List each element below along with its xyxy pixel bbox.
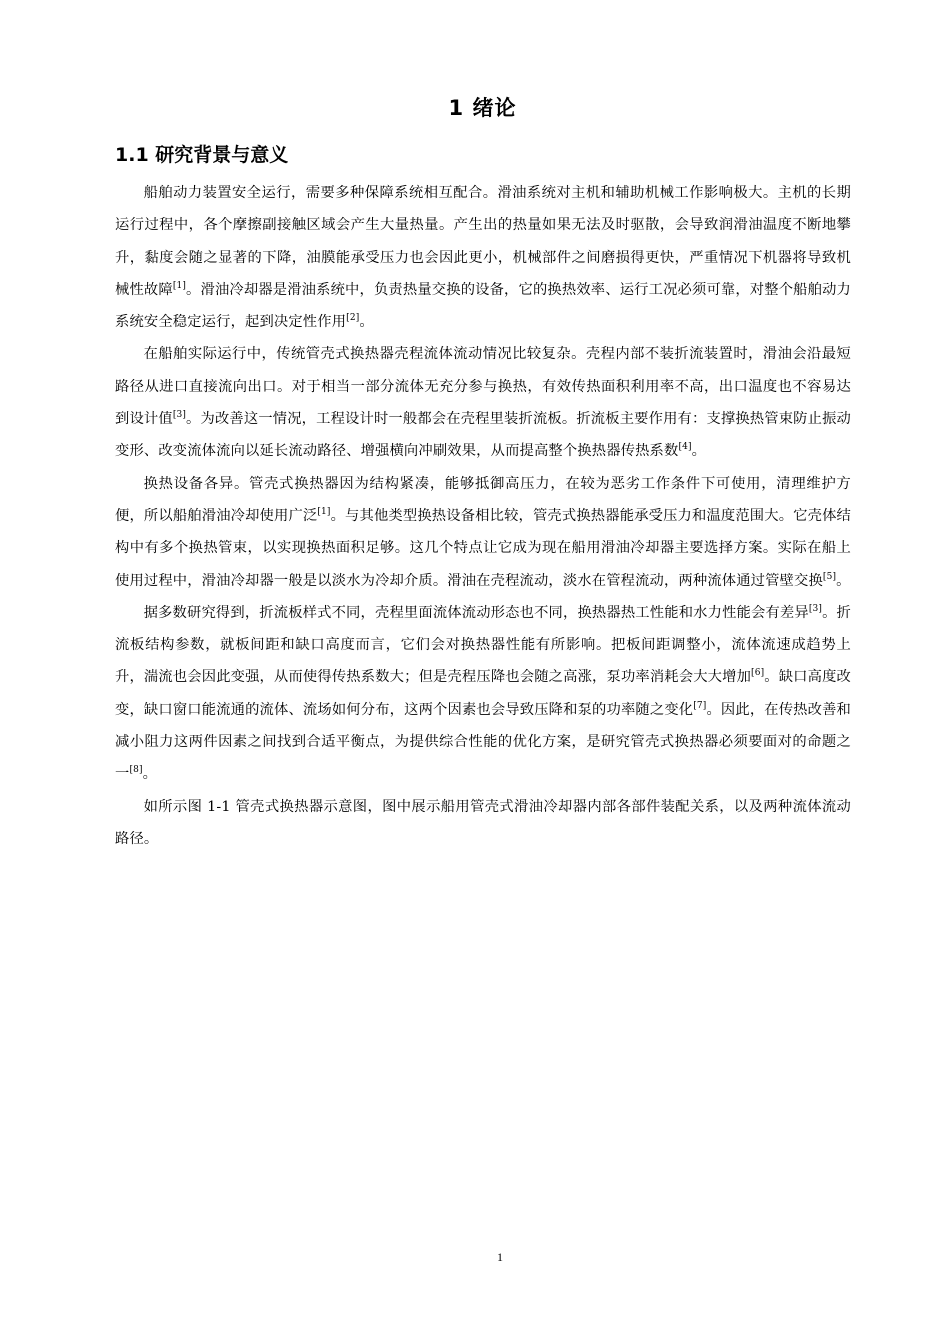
paragraph-text: 如所示图 1-1 管壳式换热器示意图，图中展示船用管壳式滑油冷却器内部各部件装配关系，以及两种流体流动路径。 xyxy=(115,798,851,847)
paragraph-1 xyxy=(115,177,851,338)
citation-ref: [1] xyxy=(317,506,331,517)
paragraph-text: 在船舶实际运行中，传统管壳式换热器壳程流体流动情况比较复杂。壳程内部不装折流装置时，滑油会沿最短路径从进口直接流向出口。对于相当一部分流体无充分参与换热，有效传热面积利用率不高，出口温度也不容易达到设计值 xyxy=(115,346,851,428)
paragraph-text: 换热设备各异。管壳式换热器因为结构紧凑，能够抵御高压力，在较为恶劣工作条件下可使用，清理维护方便，所以船舶滑油冷却使用广泛 xyxy=(115,475,851,524)
page-number: 1 xyxy=(497,1250,503,1264)
paragraph-text: 。 xyxy=(691,443,707,460)
paragraph-text: 。折流板结构参数，就板间距和缺口高度而言，它们会对换热器性能有所影响。把板间距调整小，流体流速成趋势上升，湍流也会因此变强，从而使得传热系数大；但是壳程压降也会随之高涨，泵功率消耗会大大增加 xyxy=(115,604,851,686)
paragraph-2 xyxy=(115,338,851,467)
paragraph-text: 据多数研究得到，折流板样式不同，壳程里面流体流动形态也不同，换热器热工性能和水力性能会有差异 xyxy=(143,604,809,621)
citation-ref: [3] xyxy=(808,603,823,614)
section-title: 1.1 研究背景与意义 xyxy=(115,144,289,166)
paragraph-text: 。滑油冷却器是滑油系统中，负责热量交换的设备，它的换热效率、运行工况必须可靠，对整个船舶动力系统安全稳定运行，起到决定性作用 xyxy=(115,281,851,331)
citation-ref: [3] xyxy=(172,410,187,421)
citation-ref: [8] xyxy=(129,765,143,776)
paragraph-text: 。 xyxy=(836,572,851,589)
paragraph-text: 。 xyxy=(142,766,158,783)
paragraph-text: 。缺口高度改变，缺口窗口能流通的流体、流场如何分布，这两个因素也会导致压降和泵的功率随之变化 xyxy=(115,669,851,718)
paragraph-text: 。 xyxy=(359,314,374,331)
paragraph-text: 。为改善这一情况，工程设计时一般都会在壳程里装折流板。折流板主要作用有：支撑换热管束防止振动变形、改变流体流向以延长流动路径、增强横向冲刷效果，从而提高整个换热器传热系数 xyxy=(115,411,851,460)
paragraph-5 xyxy=(115,791,851,856)
citation-ref: [1] xyxy=(172,280,187,291)
citation-ref: [7] xyxy=(693,700,707,711)
citation-ref: [4] xyxy=(678,442,692,453)
paragraph-text: 船舶动力装置安全运行，需要多种保障系统相互配合。滑油系统对主机和辅助机械工作影响极大。主机的长期运行过程中，各个摩擦副接触区域会产生大量热量。产生出的热量如果无法及时驱散，会导致润滑油温度不断地攀升，黏度会随之显著的下降，油膜能承受压力也会因此更小，机械部件之间磨损得更快，严重情况下机器将导致机械性故障 xyxy=(115,185,851,298)
paragraph-3 xyxy=(115,468,851,597)
citation-ref: [2] xyxy=(346,313,360,324)
citation-ref: [6] xyxy=(751,668,765,679)
paragraph-text: 。因此，在传热改善和减小阻力这两件因素之间找到合适平衡点，为提供综合性能的优化方案，是研究管壳式换热器必须要面对的命题之一 xyxy=(115,701,851,783)
body-text xyxy=(115,177,851,855)
paragraph-4 xyxy=(115,597,851,791)
chapter-title: 1 绪论 xyxy=(448,96,517,120)
citation-ref: [5] xyxy=(822,571,837,582)
paragraph-text: 。与其他类型换热设备相比较，管壳式换热器能承受压力和温度范围大。它壳体结构中有多个换热管束，以实现换热面积足够。这几个特点让它成为现在船用滑油冷却器主要选择方案。实际在船上使用过程中，滑油冷却器一般是以淡水为冷却介质。滑油在壳程流动，淡水在管程流动，两种流体通过管壁交换 xyxy=(115,507,851,589)
